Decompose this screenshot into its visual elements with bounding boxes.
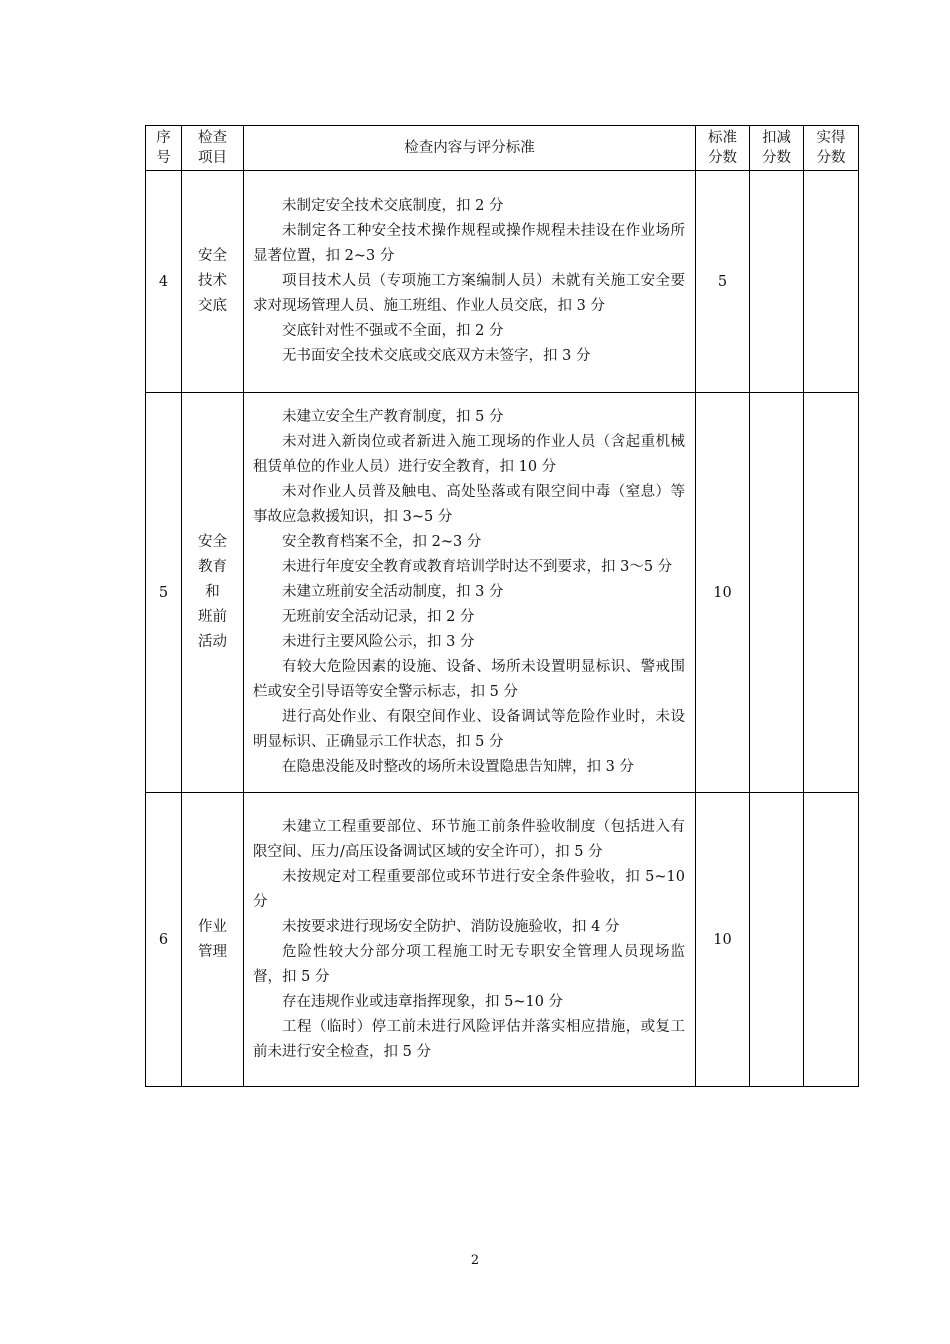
criterion: 未对作业人员普及触电、高处坠落或有限空间中毒（窒息）等事故应急救援知识，扣 3~5 分 xyxy=(253,484,685,525)
criterion: 工程（临时）停工前未进行风险评估并落实相应措施，或复工前未进行安全检查，扣 5 分 xyxy=(253,1018,685,1060)
row-actual-score[interactable] xyxy=(804,171,859,393)
row-standard-score: 5 xyxy=(696,171,750,393)
page-number: 2 xyxy=(470,1253,480,1268)
table-row xyxy=(146,393,859,793)
row-seq: 6 xyxy=(146,793,182,1087)
row-seq: 4 xyxy=(146,171,182,393)
table-row xyxy=(146,793,859,1087)
criterion: 无书面安全技术交底或交底双方未签字，扣 3 分 xyxy=(282,348,591,364)
criterion: 危险性较大分部分项工程施工时无专职安全管理人员现场监督，扣 5 分 xyxy=(253,943,685,985)
criterion: 未按规定对工程重要部位或环节进行安全条件验收，扣 5~10 分 xyxy=(253,868,685,910)
criterion: 未建立工程重要部位、环节施工前条件验收制度（包括进入有限空间、压力/高压设备调试区域的安全许可），扣 5 分 xyxy=(253,818,685,860)
row-criteria xyxy=(244,171,696,393)
row-deduct-score[interactable] xyxy=(750,793,804,1087)
row-deduct-score[interactable] xyxy=(750,393,804,793)
inspection-scoring-table xyxy=(145,125,859,1087)
row-item: 安全 技术 交底 xyxy=(182,171,244,393)
criterion: 未建立班前安全活动制度，扣 3 分 xyxy=(282,584,504,600)
criterion: 在隐患没能及时整改的场所未设置隐患告知牌，扣 3 分 xyxy=(282,759,634,775)
criterion: 有较大危险因素的设施、设备、场所未设置明显标识、警戒围栏或安全引导语等安全警示标志，扣 5 分 xyxy=(253,659,685,700)
criterion: 未制定安全技术交底制度，扣 2 分 xyxy=(282,198,504,214)
header-deduct-score: 扣减 分数 xyxy=(750,126,804,171)
header-standard-score: 标准 分数 xyxy=(696,126,750,171)
table-header-row xyxy=(146,126,859,171)
row-standard-score: 10 xyxy=(696,793,750,1087)
row-actual-score[interactable] xyxy=(804,393,859,793)
criterion: 进行高处作业、有限空间作业、设备调试等危险作业时，未设明显标识、正确显示工作状态，扣 5 分 xyxy=(253,709,685,750)
criterion: 未建立安全生产教育制度，扣 5 分 xyxy=(282,409,504,425)
criterion: 未进行主要风险公示，扣 3 分 xyxy=(282,634,475,650)
criterion: 交底针对性不强或不全面，扣 2 分 xyxy=(282,323,504,339)
criterion: 未制定各工种安全技术操作规程或操作规程未挂设在作业场所显著位置，扣 2~3 分 xyxy=(253,223,685,264)
criterion: 无班前安全活动记录，扣 2 分 xyxy=(282,609,475,625)
criterion: 安全教育档案不全，扣 2~3 分 xyxy=(282,534,482,550)
criterion: 项目技术人员（专项施工方案编制人员）未就有关施工安全要求对现场管理人员、施工班组、作业人员交底，扣 3 分 xyxy=(253,273,685,314)
header-content: 检查内容与评分标准 xyxy=(244,126,696,171)
criterion: 未对进入新岗位或者新进入施工现场的作业人员（含起重机械租赁单位的作业人员）进行安全教育，扣 10 分 xyxy=(253,434,685,475)
criterion: 存在违规作业或违章指挥现象，扣 5~10 分 xyxy=(282,993,564,1010)
header-seq: 序 号 xyxy=(146,126,182,171)
row-criteria xyxy=(244,793,696,1087)
criterion: 未进行年度安全教育或教育培训学时达不到要求，扣 3～5 分 xyxy=(282,559,673,575)
row-deduct-score[interactable] xyxy=(750,171,804,393)
row-item: 作业 管理 xyxy=(182,793,244,1087)
header-actual-score: 实得 分数 xyxy=(804,126,859,171)
criterion: 未按要求进行现场安全防护、消防设施验收，扣 4 分 xyxy=(282,918,620,935)
row-actual-score[interactable] xyxy=(804,793,859,1087)
header-item: 检查 项目 xyxy=(182,126,244,171)
row-seq: 5 xyxy=(146,393,182,793)
row-criteria xyxy=(244,393,696,793)
table-row xyxy=(146,171,859,393)
row-standard-score: 10 xyxy=(696,393,750,793)
row-item: 安全 教育 和 班前 活动 xyxy=(182,393,244,793)
